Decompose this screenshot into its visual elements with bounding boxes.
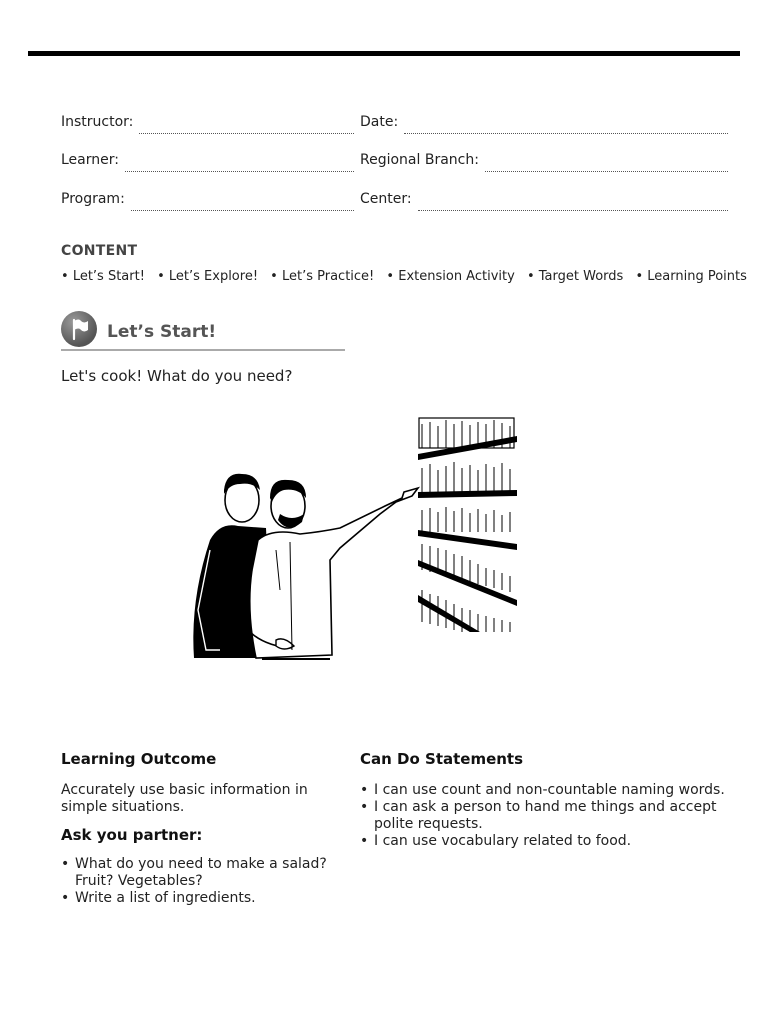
list-item: • I can ask a person to hand me things and accept polite requests. xyxy=(360,799,740,833)
content-heading: CONTENT xyxy=(61,243,138,259)
learner-label: Learner: xyxy=(61,152,119,168)
form-row-3 xyxy=(61,191,728,207)
regional-branch-input-line[interactable] xyxy=(485,157,728,172)
ask-partner-title: Ask you partner: xyxy=(61,826,203,844)
content-item[interactable]: • Extension Activity xyxy=(386,269,515,284)
can-do-title: Can Do Statements xyxy=(360,750,524,768)
instructor-label: Instructor: xyxy=(61,114,134,130)
shelves-illustration xyxy=(418,418,517,632)
content-item[interactable]: • Let’s Start! xyxy=(61,269,145,284)
learning-outcome-text: Accurately use basic information in simple situations. xyxy=(61,782,308,815)
content-item[interactable]: • Learning Points xyxy=(635,269,747,284)
content-item[interactable]: • Target Words xyxy=(526,269,624,284)
date-input-line[interactable] xyxy=(404,119,728,134)
learning-outcome-title: Learning Outcome xyxy=(61,750,217,768)
list-item: • What do you need to make a salad? Fruit? Vegetables? xyxy=(61,856,346,890)
left-column xyxy=(61,750,346,907)
form-row-1 xyxy=(61,114,728,130)
intro-text: Let's cook! What do you need? xyxy=(61,367,293,385)
center-input-line[interactable] xyxy=(418,196,728,211)
content-item[interactable]: • Let’s Practice! xyxy=(270,269,375,284)
instructor-input-line[interactable] xyxy=(139,119,354,134)
content-item[interactable]: • Let’s Explore! xyxy=(157,269,259,284)
section-title: Let’s Start! xyxy=(107,322,217,342)
form-row-2 xyxy=(61,152,728,168)
section-header xyxy=(61,311,345,351)
can-do-list xyxy=(360,782,740,850)
center-label: Center: xyxy=(360,191,412,207)
instructor-field[interactable] xyxy=(61,114,360,130)
program-label: Program: xyxy=(61,191,125,207)
flag-icon xyxy=(61,311,97,347)
learner-input-line[interactable] xyxy=(125,157,354,172)
list-item: • I can use count and non-countable naming words. xyxy=(360,782,740,799)
learner-field[interactable] xyxy=(61,152,360,168)
ask-partner-list xyxy=(61,856,346,907)
date-label: Date: xyxy=(360,114,399,130)
program-input-line[interactable] xyxy=(131,196,354,211)
regional-branch-field[interactable] xyxy=(360,152,728,168)
program-field[interactable] xyxy=(61,191,360,207)
list-item: • I can use vocabulary related to food. xyxy=(360,833,740,850)
center-field[interactable] xyxy=(360,191,728,207)
man-pointing-illustration xyxy=(244,480,418,660)
list-item: • Write a list of ingredients. xyxy=(61,890,346,907)
regional-branch-label: Regional Branch: xyxy=(360,152,479,168)
content-list xyxy=(61,269,755,284)
date-field[interactable] xyxy=(360,114,728,130)
top-rule xyxy=(28,51,740,56)
right-column xyxy=(360,750,740,850)
shopping-illustration xyxy=(180,410,610,700)
